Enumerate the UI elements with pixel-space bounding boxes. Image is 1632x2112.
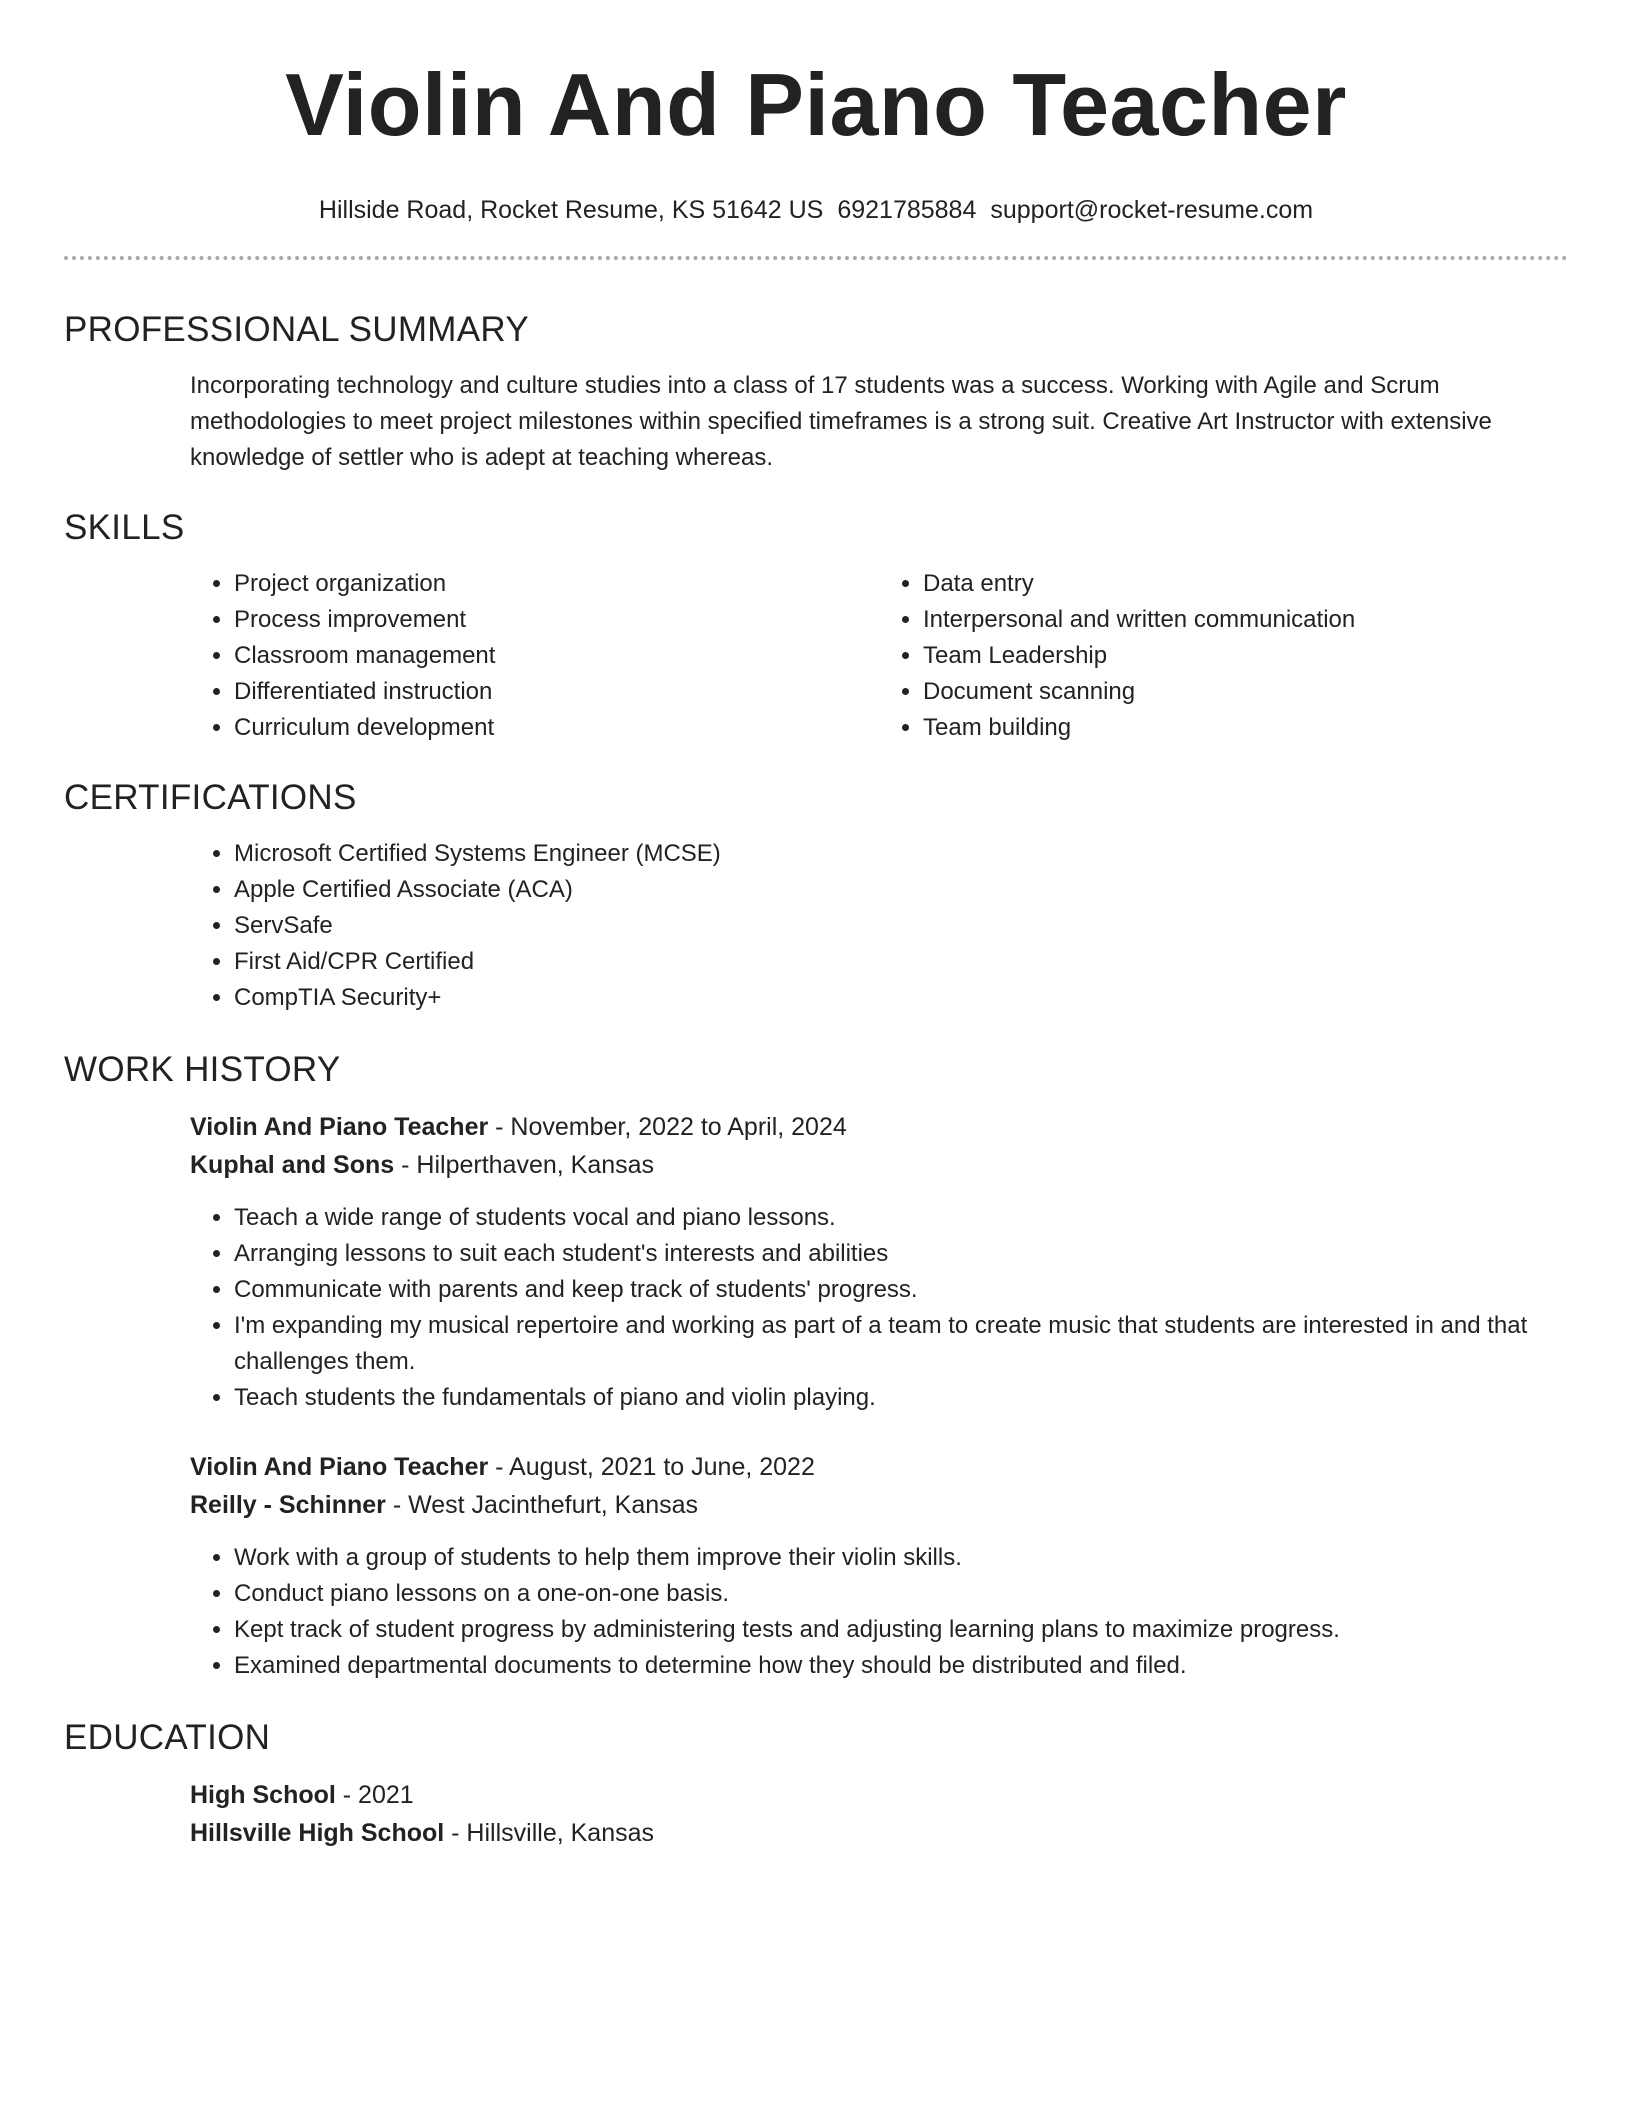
job-duty: • Teach a wide range of students vocal and piano lessons. [234,1200,1568,1236]
header-divider [64,256,1568,260]
skill-item: • Classroom management [234,638,879,674]
job-duty: • I'm expanding my musical repertoire and working as part of a team to create music that students are interested in and that challenges them. [234,1308,1568,1380]
job-duty: • Conduct piano lessons on a one-on-one basis. [234,1576,1568,1612]
summary-heading: PROFESSIONAL SUMMARY [64,310,529,349]
job-duties [190,1540,1568,1684]
contact-line [64,192,1568,228]
work-history-section [64,1048,1568,1684]
contact-email: support@rocket-resume.com [990,196,1314,224]
skills-section [64,506,1568,746]
skill-item: • Interpersonal and written communication [923,602,1568,638]
skills-heading: SKILLS [64,508,185,547]
skill-item: • Data entry [923,566,1568,602]
job-company: Kuphal and Sons [190,1151,395,1179]
job-entry [64,1448,1568,1684]
certification-item: • Apple Certified Associate (ACA) [234,872,1568,908]
job-duties [190,1200,1568,1416]
education-school: Hillsville High School [190,1819,445,1847]
skill-item: • Project organization [234,566,879,602]
education-entry [64,1776,1568,1852]
certification-item: • ServSafe [234,908,1568,944]
certification-item: • CompTIA Security+ [234,980,1568,1016]
skill-item: • Curriculum development [234,710,879,746]
job-company-line [190,1486,1568,1524]
job-role: Violin And Piano Teacher [190,1113,489,1141]
education-location: - Hillsville, Kansas [444,1819,654,1847]
certifications-list [190,836,1568,1016]
job-location: - West Jacinthefurt, Kansas [385,1491,699,1519]
job-duty: • Communicate with parents and keep track of students' progress. [234,1272,1568,1308]
job-dates: - August, 2021 to June, 2022 [488,1453,815,1481]
contact-address: Hillside Road, Rocket Resume, KS 51642 US [318,196,824,224]
skill-item: • Document scanning [923,674,1568,710]
summary-section [64,308,1568,476]
job-title-line [190,1108,1568,1146]
skill-item: • Team building [923,710,1568,746]
work-history-heading: WORK HISTORY [64,1050,341,1089]
skill-item: • Process improvement [234,602,879,638]
education-year: - 2021 [335,1781,414,1809]
certification-item: • Microsoft Certified Systems Engineer (MCSE) [234,836,1568,872]
job-company: Reilly - Schinner [190,1491,386,1519]
job-duty: • Work with a group of students to help them improve their violin skills. [234,1540,1568,1576]
education-section [64,1716,1568,1852]
skills-list-left [190,566,879,746]
education-school-line [190,1814,1568,1852]
certifications-heading: CERTIFICATIONS [64,778,357,817]
skill-item: • Differentiated instruction [234,674,879,710]
skills-columns [64,566,1568,746]
job-company-line [190,1146,1568,1184]
education-heading: EDUCATION [64,1718,271,1757]
certifications-section [64,776,1568,1016]
education-degree: High School [190,1781,336,1809]
resume-name: Violin And Piano Teacher [285,55,1347,154]
certifications-body [64,836,1568,1016]
contact-phone: 6921785884 [837,196,977,224]
skill-item: • Team Leadership [923,638,1568,674]
skills-list-right [879,566,1568,746]
education-degree-line [190,1776,1568,1814]
certification-item: • First Aid/CPR Certified [234,944,1568,980]
job-location: - Hilperthaven, Kansas [394,1151,655,1179]
job-duty: • Teach students the fundamentals of piano and violin playing. [234,1380,1568,1416]
job-duty: • Examined departmental documents to determine how they should be distributed and filed. [234,1648,1568,1684]
job-role: Violin And Piano Teacher [190,1453,489,1481]
job-title-line [190,1448,1568,1486]
summary-text: Incorporating technology and culture studies into a class of 17 students was a success. Working with Agile and Scrum methodologies to meet project milestones within specified timeframes is a strong suit. Creative Art Instructor with extensive knowledge of settler who is adept at teaching whereas. [190,372,1492,471]
job-entry [64,1108,1568,1416]
job-dates: - November, 2022 to April, 2024 [488,1113,847,1141]
job-duty: • Kept track of student progress by administering tests and adjusting learning plans to maximize progress. [234,1612,1568,1648]
job-duty: • Arranging lessons to suit each student's interests and abilities [234,1236,1568,1272]
